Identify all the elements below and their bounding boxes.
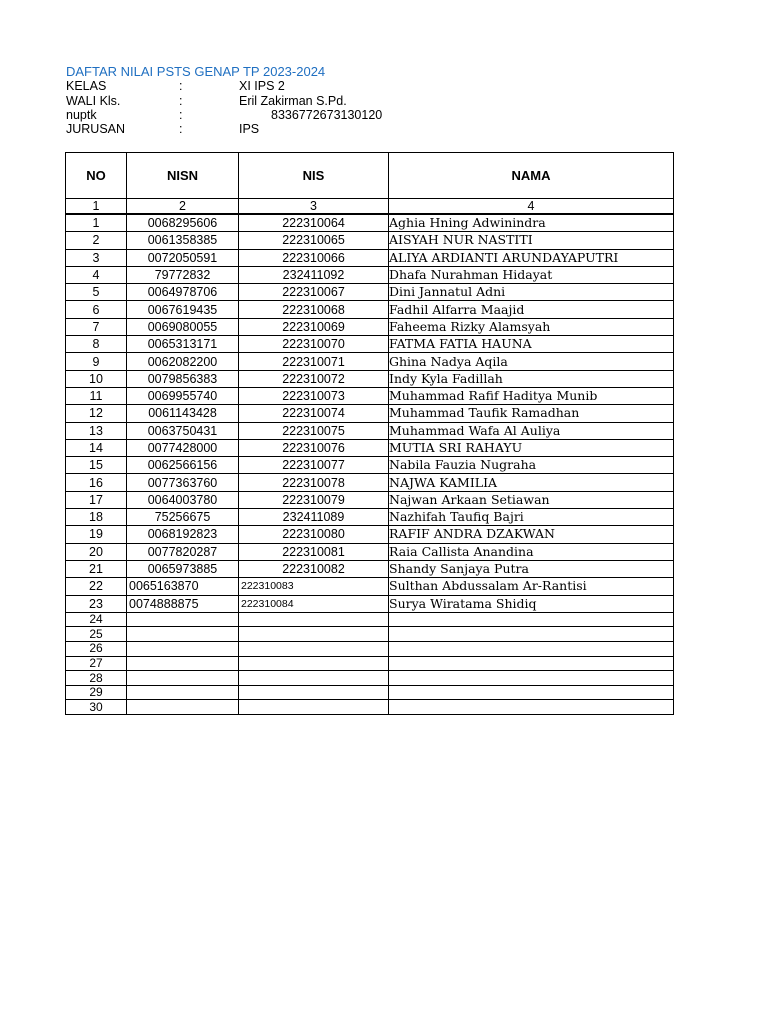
- column-header-nama: NAMA: [389, 153, 674, 199]
- cell-no: 6: [66, 301, 127, 318]
- empty-table-row: [66, 671, 674, 686]
- cell-nis: 222310077: [239, 457, 389, 474]
- empty-cell: [389, 700, 674, 715]
- column-number: 2: [127, 199, 239, 215]
- cell-nama: Dini Jannatul Adni: [389, 284, 674, 301]
- table-row: [66, 457, 674, 474]
- table-row: [66, 595, 674, 612]
- cell-nis: 222310083: [239, 578, 389, 595]
- info-value: Eril Zakirman S.Pd.: [239, 94, 347, 108]
- cell-no: 4: [66, 266, 127, 283]
- info-value: XI IPS 2: [239, 79, 285, 93]
- empty-table-row: [66, 612, 674, 627]
- table-row: [66, 509, 674, 526]
- cell-no: 10: [66, 370, 127, 387]
- empty-cell: [239, 700, 389, 715]
- table-row: [66, 232, 674, 249]
- cell-nisn: 0069080055: [127, 318, 239, 335]
- cell-nisn: 0064003780: [127, 491, 239, 508]
- info-separator: :: [179, 79, 183, 93]
- cell-no: 18: [66, 509, 127, 526]
- cell-nis: 222310079: [239, 491, 389, 508]
- column-header-no: NO: [66, 153, 127, 199]
- cell-nis: 222310075: [239, 422, 389, 439]
- cell-nis: 222310076: [239, 439, 389, 456]
- cell-no: 11: [66, 387, 127, 404]
- info-separator: :: [179, 94, 183, 108]
- column-header-nis: NIS: [239, 153, 389, 199]
- cell-nisn: 0077363760: [127, 474, 239, 491]
- table-row: [66, 578, 674, 595]
- cell-nisn: 0063750431: [127, 422, 239, 439]
- empty-cell: [127, 642, 239, 657]
- cell-nisn: 75256675: [127, 509, 239, 526]
- empty-cell: [239, 627, 389, 642]
- table-row: [66, 370, 674, 387]
- cell-nama: Nazhifah Taufiq Bajri: [389, 509, 674, 526]
- empty-cell: [389, 685, 674, 700]
- cell-nama: Sulthan Abdussalam Ar-Rantisi: [389, 578, 674, 595]
- info-value: IPS: [239, 122, 260, 136]
- cell-nisn: 0065163870: [127, 578, 239, 595]
- cell-nama: MUTIA SRI RAHAYU: [389, 439, 674, 456]
- info-label: nuptk: [66, 108, 97, 122]
- cell-no: 5: [66, 284, 127, 301]
- table-row: [66, 491, 674, 508]
- cell-nama: Muhammad Rafif Haditya Munib: [389, 387, 674, 404]
- table-row: [66, 422, 674, 439]
- table-row: [66, 266, 674, 283]
- column-header-nisn: NISN: [127, 153, 239, 199]
- cell-no: 26: [66, 642, 127, 657]
- cell-no: 25: [66, 627, 127, 642]
- cell-nis: 222310073: [239, 387, 389, 404]
- info-row-jurusan: [66, 122, 466, 137]
- info-label: WALI Kls.: [66, 94, 121, 108]
- empty-cell: [389, 671, 674, 686]
- cell-nama: Fadhil Alfarra Maajid: [389, 301, 674, 318]
- cell-nisn: 0072050591: [127, 249, 239, 266]
- cell-nis: 232411092: [239, 266, 389, 283]
- info-value: 8336772673130120: [271, 108, 383, 122]
- cell-no: 16: [66, 474, 127, 491]
- table-row: [66, 318, 674, 335]
- cell-no: 9: [66, 353, 127, 370]
- empty-cell: [239, 612, 389, 627]
- empty-cell: [239, 656, 389, 671]
- column-number: 1: [66, 199, 127, 215]
- info-row-kelas: [66, 79, 466, 94]
- cell-nis: 222310069: [239, 318, 389, 335]
- cell-nama: FATMA FATIA HAUNA: [389, 336, 674, 353]
- cell-nama: Aghia Hning Adwinindra: [389, 214, 674, 232]
- cell-nama: Surya Wiratama Shidiq: [389, 595, 674, 612]
- cell-nisn: 0067619435: [127, 301, 239, 318]
- table-row: [66, 560, 674, 577]
- cell-nisn: 0077820287: [127, 543, 239, 560]
- cell-nama: NAJWA KAMILIA: [389, 474, 674, 491]
- table-row: [66, 387, 674, 404]
- cell-nama: Muhammad Taufik Ramadhan: [389, 405, 674, 422]
- info-separator: :: [179, 108, 183, 122]
- cell-no: 8: [66, 336, 127, 353]
- cell-nis: 222310080: [239, 526, 389, 543]
- cell-no: 12: [66, 405, 127, 422]
- cell-nama: Najwan Arkaan Setiawan: [389, 491, 674, 508]
- cell-no: 3: [66, 249, 127, 266]
- table-row: [66, 284, 674, 301]
- table-row: [66, 336, 674, 353]
- grades-table: [65, 152, 674, 715]
- cell-nis: 222310065: [239, 232, 389, 249]
- empty-cell: [389, 612, 674, 627]
- empty-cell: [127, 627, 239, 642]
- column-number: 3: [239, 199, 389, 215]
- cell-nisn: 0069955740: [127, 387, 239, 404]
- empty-cell: [127, 685, 239, 700]
- empty-cell: [127, 671, 239, 686]
- cell-nama: AISYAH NUR NASTITI: [389, 232, 674, 249]
- empty-cell: [239, 685, 389, 700]
- info-label: KELAS: [66, 79, 107, 93]
- cell-nisn: 0074888875: [127, 595, 239, 612]
- cell-nama: Indy Kyla Fadillah: [389, 370, 674, 387]
- info-label: JURUSAN: [66, 122, 126, 136]
- cell-no: 20: [66, 543, 127, 560]
- cell-nisn: 0061358385: [127, 232, 239, 249]
- cell-nis: 222310067: [239, 284, 389, 301]
- table-row: [66, 249, 674, 266]
- cell-no: 23: [66, 595, 127, 612]
- cell-nis: 222310084: [239, 595, 389, 612]
- cell-no: 27: [66, 656, 127, 671]
- cell-no: 29: [66, 685, 127, 700]
- table-row: [66, 301, 674, 318]
- cell-no: 30: [66, 700, 127, 715]
- info-row-wali: [66, 94, 466, 109]
- cell-no: 1: [66, 214, 127, 232]
- cell-nisn: 0061143428: [127, 405, 239, 422]
- cell-no: 21: [66, 560, 127, 577]
- empty-table-row: [66, 642, 674, 657]
- cell-nis: 222310072: [239, 370, 389, 387]
- cell-no: 2: [66, 232, 127, 249]
- cell-nisn: 0062566156: [127, 457, 239, 474]
- cell-no: 22: [66, 578, 127, 595]
- empty-cell: [239, 642, 389, 657]
- cell-nisn: 0064978706: [127, 284, 239, 301]
- table-row: [66, 214, 674, 232]
- table-row: [66, 353, 674, 370]
- cell-nis: 232411089: [239, 509, 389, 526]
- cell-nisn: 0065313171: [127, 336, 239, 353]
- table-header-row: [66, 153, 674, 199]
- document-title: DAFTAR NILAI PSTS GENAP TP 2023-2024: [66, 64, 326, 79]
- cell-nama: Shandy Sanjaya Putra: [389, 560, 674, 577]
- cell-no: 17: [66, 491, 127, 508]
- cell-nama: Nabila Fauzia Nugraha: [389, 457, 674, 474]
- cell-nis: 222310068: [239, 301, 389, 318]
- empty-table-row: [66, 627, 674, 642]
- cell-nisn: 0068192823: [127, 526, 239, 543]
- info-separator: :: [179, 122, 183, 136]
- cell-nis: 222310070: [239, 336, 389, 353]
- cell-no: 28: [66, 671, 127, 686]
- cell-nis: 222310074: [239, 405, 389, 422]
- info-row-nuptk: [66, 108, 466, 123]
- cell-no: 24: [66, 612, 127, 627]
- column-number: 4: [389, 199, 674, 215]
- empty-cell: [127, 612, 239, 627]
- cell-nis: 222310082: [239, 560, 389, 577]
- cell-nama: Faheema Rizky Alamsyah: [389, 318, 674, 335]
- table-row: [66, 405, 674, 422]
- cell-nis: 222310071: [239, 353, 389, 370]
- cell-no: 13: [66, 422, 127, 439]
- table-row: [66, 526, 674, 543]
- empty-table-row: [66, 700, 674, 715]
- table-row: [66, 474, 674, 491]
- empty-cell: [239, 671, 389, 686]
- cell-nama: Muhammad Wafa Al Auliya: [389, 422, 674, 439]
- cell-nisn: 0077428000: [127, 439, 239, 456]
- cell-nisn: 0065973885: [127, 560, 239, 577]
- empty-cell: [389, 627, 674, 642]
- empty-cell: [127, 700, 239, 715]
- cell-no: 19: [66, 526, 127, 543]
- table-row: [66, 543, 674, 560]
- column-number-row: [66, 199, 674, 215]
- cell-nama: RAFIF ANDRA DZAKWAN: [389, 526, 674, 543]
- empty-cell: [127, 656, 239, 671]
- cell-nama: ALIYA ARDIANTI ARUNDAYAPUTRI: [389, 249, 674, 266]
- empty-cell: [389, 656, 674, 671]
- table-row: [66, 439, 674, 456]
- cell-nis: 222310078: [239, 474, 389, 491]
- cell-nama: Dhafa Nurahman Hidayat: [389, 266, 674, 283]
- cell-nis: 222310066: [239, 249, 389, 266]
- cell-nis: 222310064: [239, 214, 389, 232]
- cell-nama: Ghina Nadya Aqila: [389, 353, 674, 370]
- empty-table-row: [66, 656, 674, 671]
- cell-nisn: 0062082200: [127, 353, 239, 370]
- cell-no: 15: [66, 457, 127, 474]
- cell-nis: 222310081: [239, 543, 389, 560]
- cell-nisn: 0079856383: [127, 370, 239, 387]
- cell-no: 7: [66, 318, 127, 335]
- cell-nama: Raia Callista Anandina: [389, 543, 674, 560]
- cell-no: 14: [66, 439, 127, 456]
- empty-table-row: [66, 685, 674, 700]
- cell-nisn: 0068295606: [127, 214, 239, 232]
- empty-cell: [389, 642, 674, 657]
- cell-nisn: 79772832: [127, 266, 239, 283]
